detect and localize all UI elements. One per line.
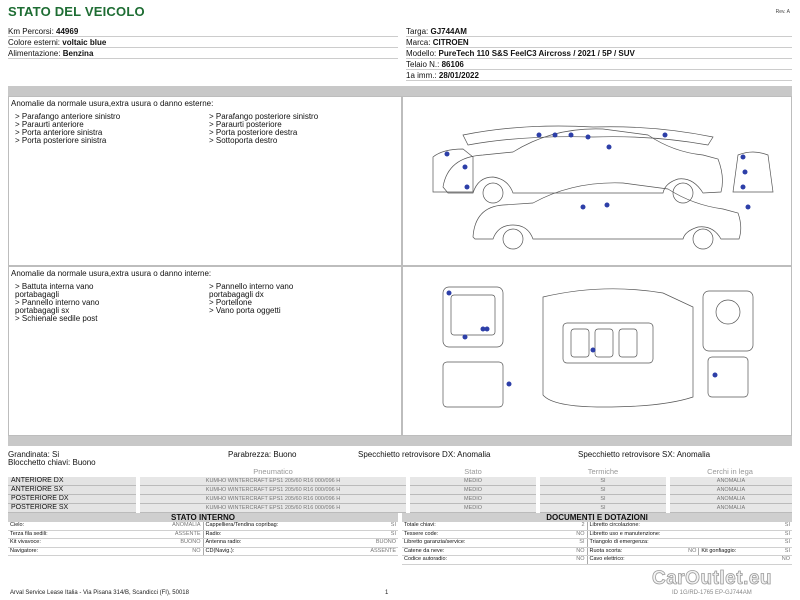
damage-dot [507, 382, 512, 387]
footer-doc-code: ID 1G/RD-1765 EP-GJ744AM [672, 590, 752, 596]
seat [571, 329, 589, 357]
internal-diagram-panel [402, 266, 792, 436]
damage-dot [586, 135, 591, 140]
list-item: > Paraurti posteriore [209, 120, 282, 129]
list-item: > Schienale sedile post [15, 314, 98, 323]
damage-dot [605, 203, 610, 208]
documents-table [402, 522, 792, 565]
table-row: Kit vivavoce: BUONO Antenna radio: BUONO [10, 539, 396, 545]
page-title: STATO DEL VEICOLO [8, 4, 145, 19]
table-row: ANTERIORE SX KUMHO WINTERCRAFT EPS1 205/60 R16 000/096 H MEDIO SI ANOMALIA [8, 486, 792, 495]
damage-dot [447, 291, 452, 296]
chassis-row: Telaio N.: 86106 [406, 59, 792, 70]
damage-dot [481, 327, 486, 332]
watermark-logo: CarOutlet.eu [652, 568, 773, 589]
exterior-car-diagram [403, 97, 791, 265]
seat [595, 329, 613, 357]
section-divider [8, 86, 792, 96]
list-item: > Battuta interna vano [15, 282, 94, 291]
model-row: Modello: PureTech 110 S&S FeelC3 Aircross / 2021 / 5P / SUV [406, 48, 792, 59]
internal-damage-list-1 [15, 283, 99, 323]
list-item: portabagagli [15, 290, 60, 299]
damage-dot [746, 205, 751, 210]
internal-damage-title: Anomalie da normale usura,extra usura o danno interne: [11, 269, 212, 278]
col-header-tyre: Pneumatico [138, 467, 408, 477]
damage-dot [463, 165, 468, 170]
tailgate-view [443, 362, 503, 407]
tyres-table [8, 467, 792, 513]
brand-row: Marca: CITROEN [406, 37, 792, 48]
section-divider [8, 436, 792, 446]
brand-value: CITROEN [432, 38, 469, 47]
car-rear-view [733, 152, 773, 192]
damage-dot [553, 133, 558, 138]
list-item: portabagagli dx [209, 290, 264, 299]
external-damage-list-2 [209, 113, 318, 145]
documents-section [402, 513, 792, 565]
damage-dot [465, 185, 470, 190]
table-row: Totale chiavi: 2 Libretto circolazione: SI [404, 522, 790, 528]
list-item: > Pannello interno vano [209, 282, 294, 291]
footer-page-number: 1 [385, 590, 389, 596]
windshield-status: Parabrezza: Buono [228, 450, 297, 459]
table-row: Libretto garanzia/service: SI Triangolo di emergenza: SI [404, 539, 790, 545]
cabin-top-view [543, 289, 693, 407]
fuel-value: Benzina [62, 49, 94, 58]
table-row: POSTERIORE DX KUMHO WINTERCRAFT EPS1 205/60 R16 000/096 H MEDIO SI ANOMALIA [8, 495, 792, 504]
damage-dot [607, 145, 612, 150]
external-diagram-panel [402, 96, 792, 266]
damage-dot [569, 133, 574, 138]
mirror-sx-status: Specchietto retrovisore SX: Anomalia [578, 450, 711, 459]
table-row: Navigatore: NO CD(Navig.): ASSENTE [10, 547, 396, 554]
list-item: > Parafango anteriore sinistro [15, 112, 121, 121]
list-item: > Porta posteriore sinistra [15, 136, 107, 145]
internal-damage-list-2 [209, 283, 293, 315]
external-damage-panel [8, 96, 402, 266]
col-header-winter: Termiche [538, 467, 668, 477]
col-header-rims: Cerchi in lega [668, 467, 792, 477]
plate-row: Targa: GJ744AM [406, 26, 792, 37]
table-row: Catene da neve: NO Ruota scorta: NO Kit gonfiaggio: SI [404, 547, 790, 554]
list-item: > Sottoporta destro [209, 136, 278, 145]
interior-state-section [8, 513, 398, 556]
list-item: > Porta posteriore destra [209, 128, 298, 137]
table-row: Terza fila sedili: ASSENTE Radio: SI [10, 530, 396, 537]
external-damage-title: Anomalie da normale usura,extra usura o danno esterne: [11, 99, 214, 108]
external-damage-list-1 [15, 113, 120, 145]
vehicle-info-left [8, 26, 398, 59]
list-item: > Portellone [209, 298, 252, 307]
table-row: Codice autoradio: NO Cavo elettrico: NO [404, 556, 790, 562]
keys-block-status: Blocchetto chiavi: Buono [8, 458, 96, 467]
registration-row: 1a imm.: 28/01/2022 [406, 70, 792, 81]
damage-dot [743, 170, 748, 175]
list-item: > Vano porta oggetti [209, 306, 281, 315]
interior-state-title: STATO INTERNO [8, 513, 398, 522]
chassis-value: 86106 [441, 60, 464, 69]
km-value: 44969 [56, 27, 79, 36]
registration-value: 28/01/2022 [438, 71, 479, 80]
revision-label: Rev. A [775, 9, 790, 15]
km-row: Km Percorsi: 44969 [8, 26, 398, 37]
damage-dot [713, 373, 718, 378]
list-item: > Parafango posteriore sinistro [209, 112, 319, 121]
list-item: > Pannello interno vano [15, 298, 100, 307]
table-row: POSTERIORE SX KUMHO WINTERCRAFT EPS1 205/60 R16 000/096 H MEDIO SI ANOMALIA [8, 504, 792, 513]
car-right-side [473, 183, 741, 239]
list-item: > Paraurti anteriore [15, 120, 84, 129]
damage-dot [445, 152, 450, 157]
table-row: Cielo: ANOMALIA Cappelliera/Tendina copribag: SI [10, 522, 396, 528]
interior-car-diagram [403, 267, 791, 435]
damage-dot [741, 155, 746, 160]
model-value: PureTech 110 S&S FeelC3 Aircross / 2021 / 5P / SUV [438, 49, 635, 58]
hail-status: Grandinata: Si [8, 450, 60, 459]
seat [619, 329, 637, 357]
damage-dot [591, 348, 596, 353]
col-header-state: Stato [408, 467, 538, 477]
list-item: > Porta anteriore sinistra [15, 128, 103, 137]
steering-wheel [716, 300, 740, 324]
wheel-rear-right [693, 229, 713, 249]
wheel-front-left [483, 183, 503, 203]
internal-damage-panel [8, 266, 402, 436]
footer-company: Arval Service Lease Italia - Via Pisana 314/B, Scandicci (FI), 50018 [10, 590, 189, 596]
damage-dot [581, 205, 586, 210]
table-row: ANTERIORE DX KUMHO WINTERCRAFT EPS1 205/60 R16 000/096 H MEDIO SI ANOMALIA [8, 477, 792, 486]
vehicle-info-right [406, 26, 792, 81]
damage-dot [663, 133, 668, 138]
mirror-dx-status: Specchietto retrovisore DX: Anomalia [358, 450, 491, 459]
damage-dot [463, 335, 468, 340]
damage-dot [537, 133, 542, 138]
interior-state-table [8, 522, 398, 556]
fuel-row: Alimentazione: Benzina [8, 48, 398, 59]
color-row: Colore esterni: voltaic blue [8, 37, 398, 48]
list-item: portabagagli sx [15, 306, 70, 315]
table-header-row [8, 467, 792, 477]
plate-value: GJ744AM [430, 27, 467, 36]
damage-dot [741, 185, 746, 190]
color-value: voltaic blue [62, 38, 107, 47]
table-row: Tessere code: NO Libretto uso e manutenzione: SI [404, 530, 790, 537]
wheel-front-right [503, 229, 523, 249]
documents-title: DOCUMENTI E DOTAZIONI [402, 513, 792, 522]
